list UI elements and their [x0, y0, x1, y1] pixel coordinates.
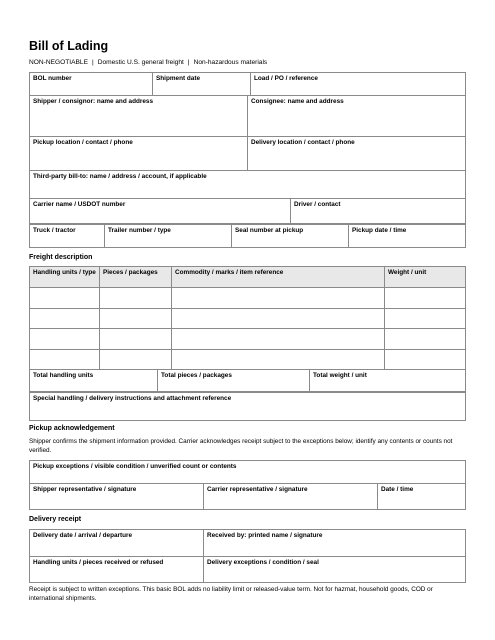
- footer-note: Receipt is subject to written exceptions. This basic BOL adds no liability limit or released-value term. Not for hazmat, household goods, COD or international shipments.: [29, 586, 433, 602]
- freight-cell[interactable]: [385, 329, 466, 350]
- freight-col-handling-units: Handling units / type: [30, 267, 100, 288]
- document-title: Bill of Lading: [29, 39, 109, 53]
- freight-col-pieces: Pieces / packages: [100, 267, 172, 288]
- delivery-exceptions-field[interactable]: Delivery exceptions / condition / seal: [204, 557, 466, 583]
- units-received-field[interactable]: Handling units / pieces received or refused: [30, 557, 204, 583]
- freight-cell[interactable]: [100, 308, 172, 329]
- special-handling-row: [29, 392, 466, 421]
- freight-row: [30, 308, 466, 329]
- freight-cell[interactable]: [30, 329, 100, 350]
- bol-number-field[interactable]: BOL number: [30, 73, 153, 96]
- pickup-exceptions-field[interactable]: Pickup exceptions / visible condition / unverified count or contents: [30, 461, 466, 484]
- truck-field[interactable]: Truck / tractor: [30, 225, 105, 248]
- shipper-signature-field[interactable]: Shipper representative / signature: [30, 484, 204, 510]
- subtitle-separator: |: [92, 59, 94, 66]
- subtitle-part-negotiability: NON-NEGOTIABLE: [29, 59, 88, 66]
- special-handling-field[interactable]: Special handling / delivery instructions and attachment reference: [30, 393, 466, 421]
- parties-row: [29, 95, 466, 137]
- shipper-field[interactable]: Shipper / consignor: name and address: [30, 96, 248, 137]
- freight-cell[interactable]: [100, 329, 172, 350]
- freight-cell[interactable]: [172, 349, 385, 370]
- pickup-location-field[interactable]: Pickup location / contact / phone: [30, 137, 248, 171]
- freight-cell[interactable]: [385, 349, 466, 370]
- pickup-exceptions-row: [29, 460, 466, 484]
- freight-cell[interactable]: [30, 349, 100, 370]
- seal-field[interactable]: Seal number at pickup: [232, 225, 349, 248]
- freight-row: [30, 329, 466, 350]
- freight-cell[interactable]: [30, 288, 100, 309]
- total-pieces-field[interactable]: Total pieces / packages: [158, 370, 310, 392]
- pickup-signature-row: [29, 483, 466, 510]
- pickup-heading: Pickup acknowledgement: [29, 425, 115, 432]
- carrier-signature-field[interactable]: Carrier representative / signature: [204, 484, 378, 510]
- delivery-heading: Delivery receipt: [29, 516, 82, 523]
- freight-cell[interactable]: [172, 288, 385, 309]
- freight-heading: Freight description: [29, 254, 93, 261]
- third-party-row: [29, 170, 466, 199]
- received-by-field[interactable]: Received by: printed name / signature: [204, 530, 466, 557]
- third-party-field[interactable]: Third-party bill-to: name / address / account, if applicable: [30, 171, 466, 199]
- freight-col-weight: Weight / unit: [385, 267, 466, 288]
- carrier-field[interactable]: Carrier name / USDOT number: [30, 199, 291, 224]
- delivery-location-field[interactable]: Delivery location / contact / phone: [248, 137, 466, 171]
- load-reference-field[interactable]: Load / PO / reference: [251, 73, 466, 96]
- freight-cell[interactable]: [100, 349, 172, 370]
- equipment-row: [29, 224, 466, 248]
- totals-row: [29, 369, 466, 392]
- total-handling-field[interactable]: Total handling units: [30, 370, 158, 392]
- document-subtitle: [29, 59, 267, 66]
- freight-cell[interactable]: [385, 288, 466, 309]
- pickup-date-time-field[interactable]: Date / time: [378, 484, 466, 510]
- freight-table: [29, 266, 466, 370]
- driver-field[interactable]: Driver / contact: [291, 199, 466, 224]
- delivery-arrival-field[interactable]: Delivery date / arrival / departure: [30, 530, 204, 557]
- total-weight-field[interactable]: Total weight / unit: [310, 370, 466, 392]
- pickup-datetime-field[interactable]: Pickup date / time: [349, 225, 466, 248]
- freight-cell[interactable]: [100, 288, 172, 309]
- freight-col-commodity: Commodity / marks / item reference: [172, 267, 385, 288]
- carrier-row: [29, 198, 466, 224]
- subtitle-part-materials: Non-hazardous materials: [193, 59, 268, 66]
- shipment-date-field[interactable]: Shipment date: [153, 73, 251, 96]
- delivery-receipt-table: [29, 529, 466, 583]
- freight-cell[interactable]: [172, 329, 385, 350]
- freight-cell[interactable]: [385, 308, 466, 329]
- freight-row: [30, 288, 466, 309]
- consignee-field[interactable]: Consignee: name and address: [248, 96, 466, 137]
- freight-row: [30, 349, 466, 370]
- freight-cell[interactable]: [172, 308, 385, 329]
- pickup-statement: Shipper confirms the shipment information provided. Carrier acknowledges receipt subject to the exceptions below; identify any contents or counts not verified.: [29, 438, 453, 454]
- reference-row: [29, 72, 466, 96]
- subtitle-separator: |: [187, 59, 190, 66]
- locations-row: [29, 136, 466, 171]
- freight-cell[interactable]: [30, 308, 100, 329]
- subtitle-part-scope: Domestic U.S. general freight: [97, 59, 184, 66]
- trailer-field[interactable]: Trailer number / type: [105, 225, 232, 248]
